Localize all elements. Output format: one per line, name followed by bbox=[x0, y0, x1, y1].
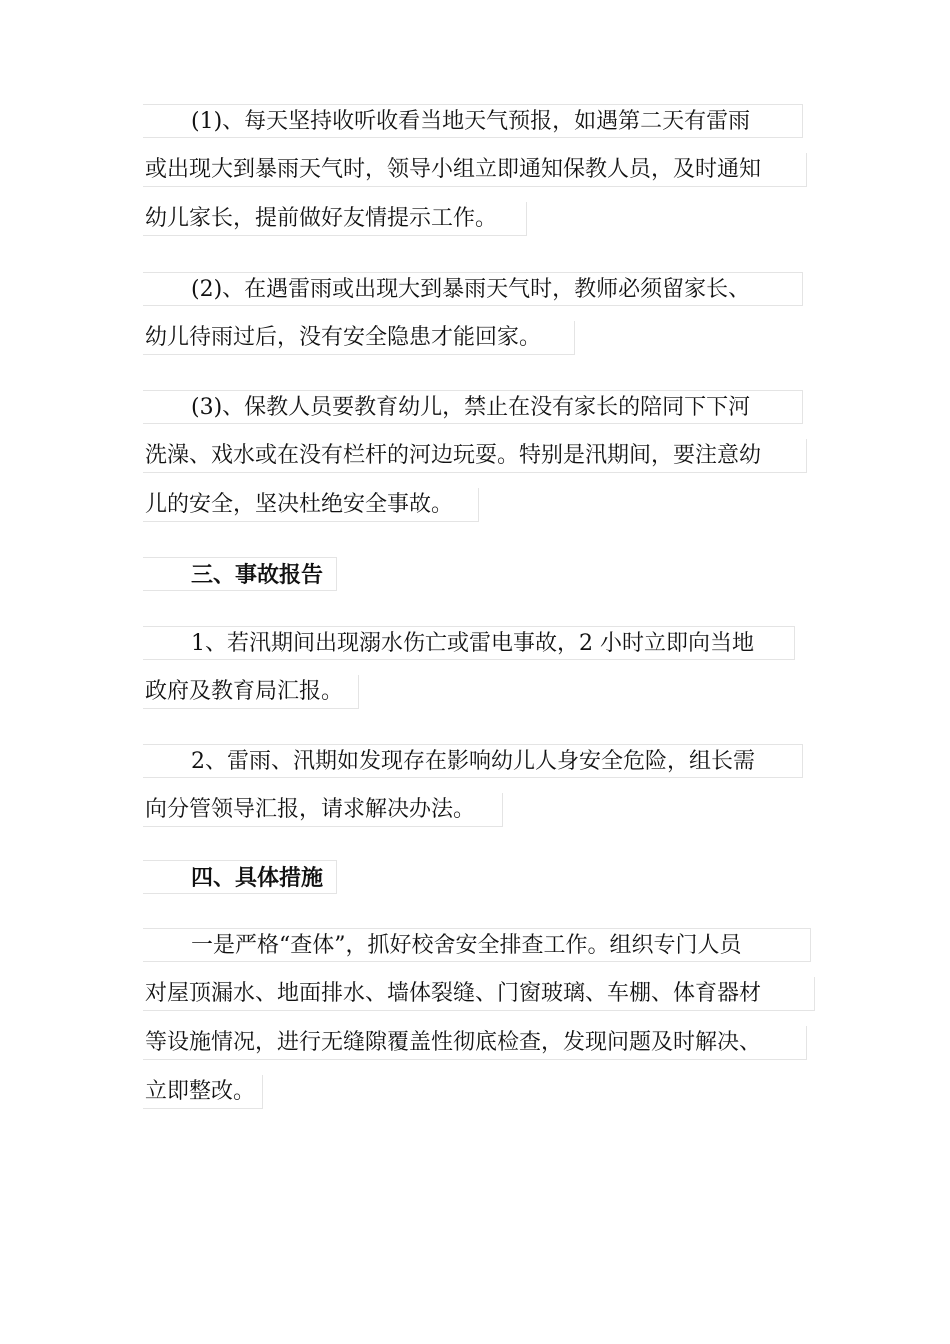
section-heading-accident-report: 三、事故报告 bbox=[143, 557, 337, 591]
paragraph-4-line-2: 政府及教育局汇报。 bbox=[143, 675, 359, 709]
paragraph-1-line-3: 幼儿家长，提前做好友情提示工作。 bbox=[143, 202, 527, 236]
paragraph-6-line-4: 立即整改。 bbox=[143, 1075, 263, 1109]
paragraph-6-line-1: 一是严格“查体”，抓好校舍安全排查工作。组织专门人员 bbox=[143, 928, 811, 962]
paragraph-3-line-3: 儿的安全，坚决杜绝安全事故。 bbox=[143, 488, 479, 522]
paragraph-5-line-1: 2、雷雨、汛期如发现存在影响幼儿人身安全危险，组长需 bbox=[143, 744, 803, 778]
paragraph-3-line-1: (3)、保教人员要教育幼儿，禁止在没有家长的陪同下下河 bbox=[143, 390, 803, 424]
paragraph-1-line-1: (1)、每天坚持收听收看当地天气预报，如遇第二天有雷雨 bbox=[143, 104, 803, 138]
paragraph-6-line-2: 对屋顶漏水、地面排水、墙体裂缝、门窗玻璃、车棚、体育器材 bbox=[143, 977, 815, 1011]
paragraph-6-line-3: 等设施情况，进行无缝隙覆盖性彻底检查，发现问题及时解决、 bbox=[143, 1026, 807, 1060]
paragraph-1-line-2: 或出现大到暴雨天气时，领导小组立即通知保教人员，及时通知 bbox=[143, 153, 807, 187]
paragraph-3-line-2: 洗澡、戏水或在没有栏杆的河边玩耍。特别是汛期间，要注意幼 bbox=[143, 439, 807, 473]
paragraph-4-line-1: 1、若汛期间出现溺水伤亡或雷电事故，2 小时立即向当地 bbox=[143, 626, 795, 660]
paragraph-2-line-1: (2)、在遇雷雨或出现大到暴雨天气时，教师必须留家长、 bbox=[143, 272, 803, 306]
section-heading-specific-measures: 四、具体措施 bbox=[143, 860, 337, 894]
paragraph-2-line-2: 幼儿待雨过后，没有安全隐患才能回家。 bbox=[143, 321, 575, 355]
paragraph-5-line-2: 向分管领导汇报，请求解决办法。 bbox=[143, 793, 503, 827]
